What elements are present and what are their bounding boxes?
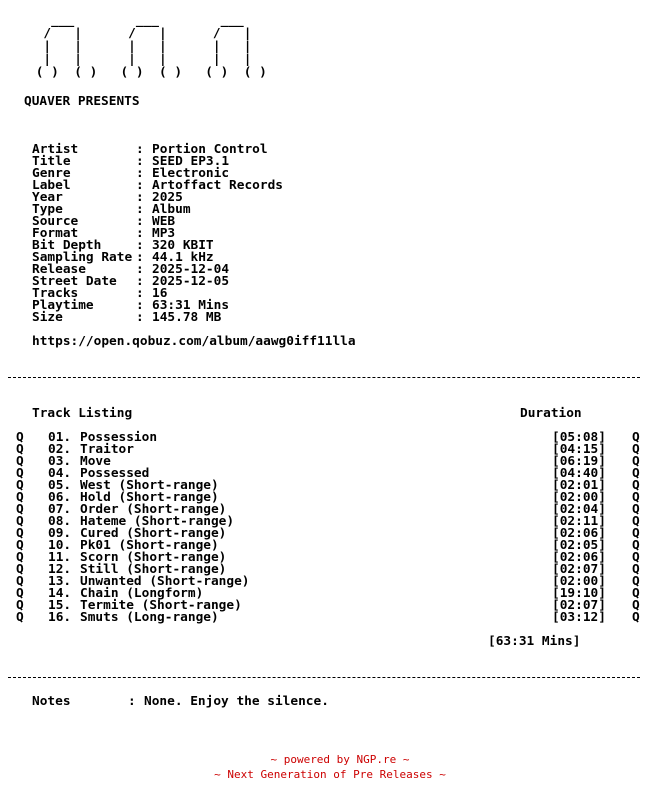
info-colon: :: [136, 154, 144, 169]
notes-label: Notes: [32, 694, 71, 709]
info-value: 2025: [152, 190, 183, 205]
info-value: 44.1 kHz: [152, 250, 214, 265]
info-row: [32, 192, 592, 204]
track-number: 12.: [48, 562, 72, 577]
info-label: Playtime: [32, 298, 94, 313]
track-marker-left: Q: [16, 514, 24, 529]
track-marker-right: Q: [632, 478, 640, 493]
track-title: Still (Short-range): [80, 562, 227, 577]
track-marker-right: Q: [632, 514, 640, 529]
info-row: [32, 276, 592, 288]
info-label: Artist: [32, 142, 79, 157]
track-number: 02.: [48, 442, 72, 457]
notes-colon: :: [128, 694, 136, 709]
track-number: 04.: [48, 466, 72, 481]
info-colon: :: [136, 166, 144, 181]
track-duration: [02:05]: [552, 538, 606, 553]
info-value: WEB: [152, 214, 176, 229]
info-value: Album: [152, 202, 191, 217]
track-title: Hold (Short-range): [80, 490, 219, 505]
track-marker-right: Q: [632, 562, 640, 577]
info-colon: :: [136, 298, 144, 313]
info-row: [32, 300, 592, 312]
info-row: [32, 180, 592, 192]
track-marker-left: Q: [16, 442, 24, 457]
track-number: 08.: [48, 514, 72, 529]
track-number: 15.: [48, 598, 72, 613]
track-marker-left: Q: [16, 574, 24, 589]
info-row: [32, 204, 592, 216]
track-marker-right: Q: [632, 574, 640, 589]
info-row: [32, 228, 592, 240]
track-duration: [02:06]: [552, 550, 606, 565]
info-value: 16: [152, 286, 168, 301]
track-marker-right: Q: [632, 610, 640, 625]
info-colon: :: [136, 286, 144, 301]
footer-powered-by: ~ powered by NGP.re ~: [270, 753, 410, 766]
info-row: [32, 144, 592, 156]
notes-value: None. Enjoy the silence.: [144, 694, 329, 709]
track-title: Possessed: [80, 466, 150, 481]
track-marker-left: Q: [16, 550, 24, 565]
track-marker-right: Q: [632, 586, 640, 601]
info-label: Label: [32, 178, 71, 193]
info-row: [32, 312, 592, 324]
track-duration: [02:07]: [552, 562, 606, 577]
info-value: 145.78 MB: [152, 310, 222, 325]
info-label: Street Date: [32, 274, 117, 289]
info-colon: :: [136, 178, 144, 193]
info-colon: :: [136, 202, 144, 217]
track-duration: [02:11]: [552, 514, 606, 529]
info-colon: :: [136, 262, 144, 277]
info-value: 63:31 Mins: [152, 298, 230, 313]
info-value: 2025-12-04: [152, 262, 230, 277]
track-marker-left: Q: [16, 610, 24, 625]
info-row: [32, 288, 592, 300]
info-label: Year: [32, 190, 63, 205]
track-row: [0, 612, 648, 624]
track-duration: [06:19]: [552, 454, 606, 469]
track-number: 13.: [48, 574, 72, 589]
track-marker-right: Q: [632, 490, 640, 505]
track-number: 10.: [48, 538, 72, 553]
separator-bottom: [8, 677, 640, 678]
track-marker-left: Q: [16, 598, 24, 613]
info-value: 320 KBIT: [152, 238, 214, 253]
track-title: Move: [80, 454, 111, 469]
track-title: Cured (Short-range): [80, 526, 227, 541]
track-title: Hateme (Short-range): [80, 514, 235, 529]
track-number: 06.: [48, 490, 72, 505]
info-label: Release: [32, 262, 86, 277]
info-label: Type: [32, 202, 63, 217]
track-marker-right: Q: [632, 442, 640, 457]
track-title: Chain (Longform): [80, 586, 204, 601]
track-title: Unwanted (Short-range): [80, 574, 250, 589]
track-title: Smuts (Long-range): [80, 610, 219, 625]
info-colon: :: [136, 142, 144, 157]
track-duration: [04:40]: [552, 466, 606, 481]
track-title: Pk01 (Short-range): [80, 538, 219, 553]
release-url[interactable]: [32, 336, 356, 348]
info-row: [32, 168, 592, 180]
info-label: Size: [32, 310, 63, 325]
track-marker-left: Q: [16, 562, 24, 577]
track-duration: [02:04]: [552, 502, 606, 517]
info-colon: :: [136, 226, 144, 241]
qobuz-link[interactable]: https://open.qobuz.com/album/aawg0iff11lla: [32, 334, 356, 349]
track-duration: [05:08]: [552, 430, 606, 445]
track-marker-left: Q: [16, 430, 24, 445]
total-duration: [63:31 Mins]: [488, 634, 581, 649]
info-label: Sampling Rate: [32, 250, 133, 265]
track-marker-left: Q: [16, 466, 24, 481]
info-colon: :: [136, 238, 144, 253]
track-marker-left: Q: [16, 478, 24, 493]
info-value: 2025-12-05: [152, 274, 230, 289]
info-label: Bit Depth: [32, 238, 102, 253]
duration-heading: Duration: [520, 406, 582, 421]
track-marker-right: Q: [632, 466, 640, 481]
info-row: [32, 216, 592, 228]
track-title: Traitor: [80, 442, 134, 457]
info-value: Portion Control: [152, 142, 268, 157]
track-number: 16.: [48, 610, 72, 625]
track-title: Order (Short-range): [80, 502, 227, 517]
track-marker-right: Q: [632, 550, 640, 565]
track-marker-left: Q: [16, 586, 24, 601]
track-marker-right: Q: [632, 454, 640, 469]
footer-tagline: ~ Next Generation of Pre Releases ~: [214, 768, 446, 781]
track-title: Possession: [80, 430, 158, 445]
track-marker-right: Q: [632, 526, 640, 541]
info-value: MP3: [152, 226, 176, 241]
track-title: West (Short-range): [80, 478, 219, 493]
presents-heading: QUAVER PRESENTS: [24, 94, 140, 109]
info-value: Electronic: [152, 166, 230, 181]
info-row: [32, 156, 592, 168]
info-label: Title: [32, 154, 71, 169]
track-marker-right: Q: [632, 430, 640, 445]
track-number: 14.: [48, 586, 72, 601]
info-label: Genre: [32, 166, 71, 181]
track-marker-left: Q: [16, 526, 24, 541]
quaver-logo-art: ___ ___ ___ / | / | / | | | | | | | | | | | | | ( ) ( ) ( ) ( ) ( ) ( ): [35, 13, 267, 80]
info-value: Artoffact Records: [152, 178, 283, 193]
track-duration: [02:00]: [552, 574, 606, 589]
info-colon: :: [136, 250, 144, 265]
track-marker-left: Q: [16, 454, 24, 469]
track-marker-left: Q: [16, 490, 24, 505]
info-label: Format: [32, 226, 79, 241]
track-marker-right: Q: [632, 538, 640, 553]
track-duration: [02:06]: [552, 526, 606, 541]
track-marker-left: Q: [16, 502, 24, 517]
track-number: 05.: [48, 478, 72, 493]
track-marker-left: Q: [16, 538, 24, 553]
track-number: 03.: [48, 454, 72, 469]
track-duration: [02:07]: [552, 598, 606, 613]
info-label: Tracks: [32, 286, 79, 301]
info-colon: :: [136, 190, 144, 205]
separator-top: [8, 377, 640, 378]
info-value: SEED EP3.1: [152, 154, 230, 169]
track-marker-right: Q: [632, 598, 640, 613]
track-title: Termite (Short-range): [80, 598, 242, 613]
track-duration: [02:01]: [552, 478, 606, 493]
track-number: 09.: [48, 526, 72, 541]
info-row: [32, 252, 592, 264]
track-duration: [02:00]: [552, 490, 606, 505]
track-duration: [03:12]: [552, 610, 606, 625]
track-duration: [04:15]: [552, 442, 606, 457]
track-duration: [19:10]: [552, 586, 606, 601]
track-number: 11.: [48, 550, 72, 565]
info-colon: :: [136, 214, 144, 229]
track-marker-right: Q: [632, 502, 640, 517]
track-number: 07.: [48, 502, 72, 517]
track-title: Scorn (Short-range): [80, 550, 227, 565]
track-number: 01.: [48, 430, 72, 445]
info-colon: :: [136, 310, 144, 325]
info-label: Source: [32, 214, 79, 229]
track-listing-heading: Track Listing: [32, 406, 133, 421]
info-colon: :: [136, 274, 144, 289]
